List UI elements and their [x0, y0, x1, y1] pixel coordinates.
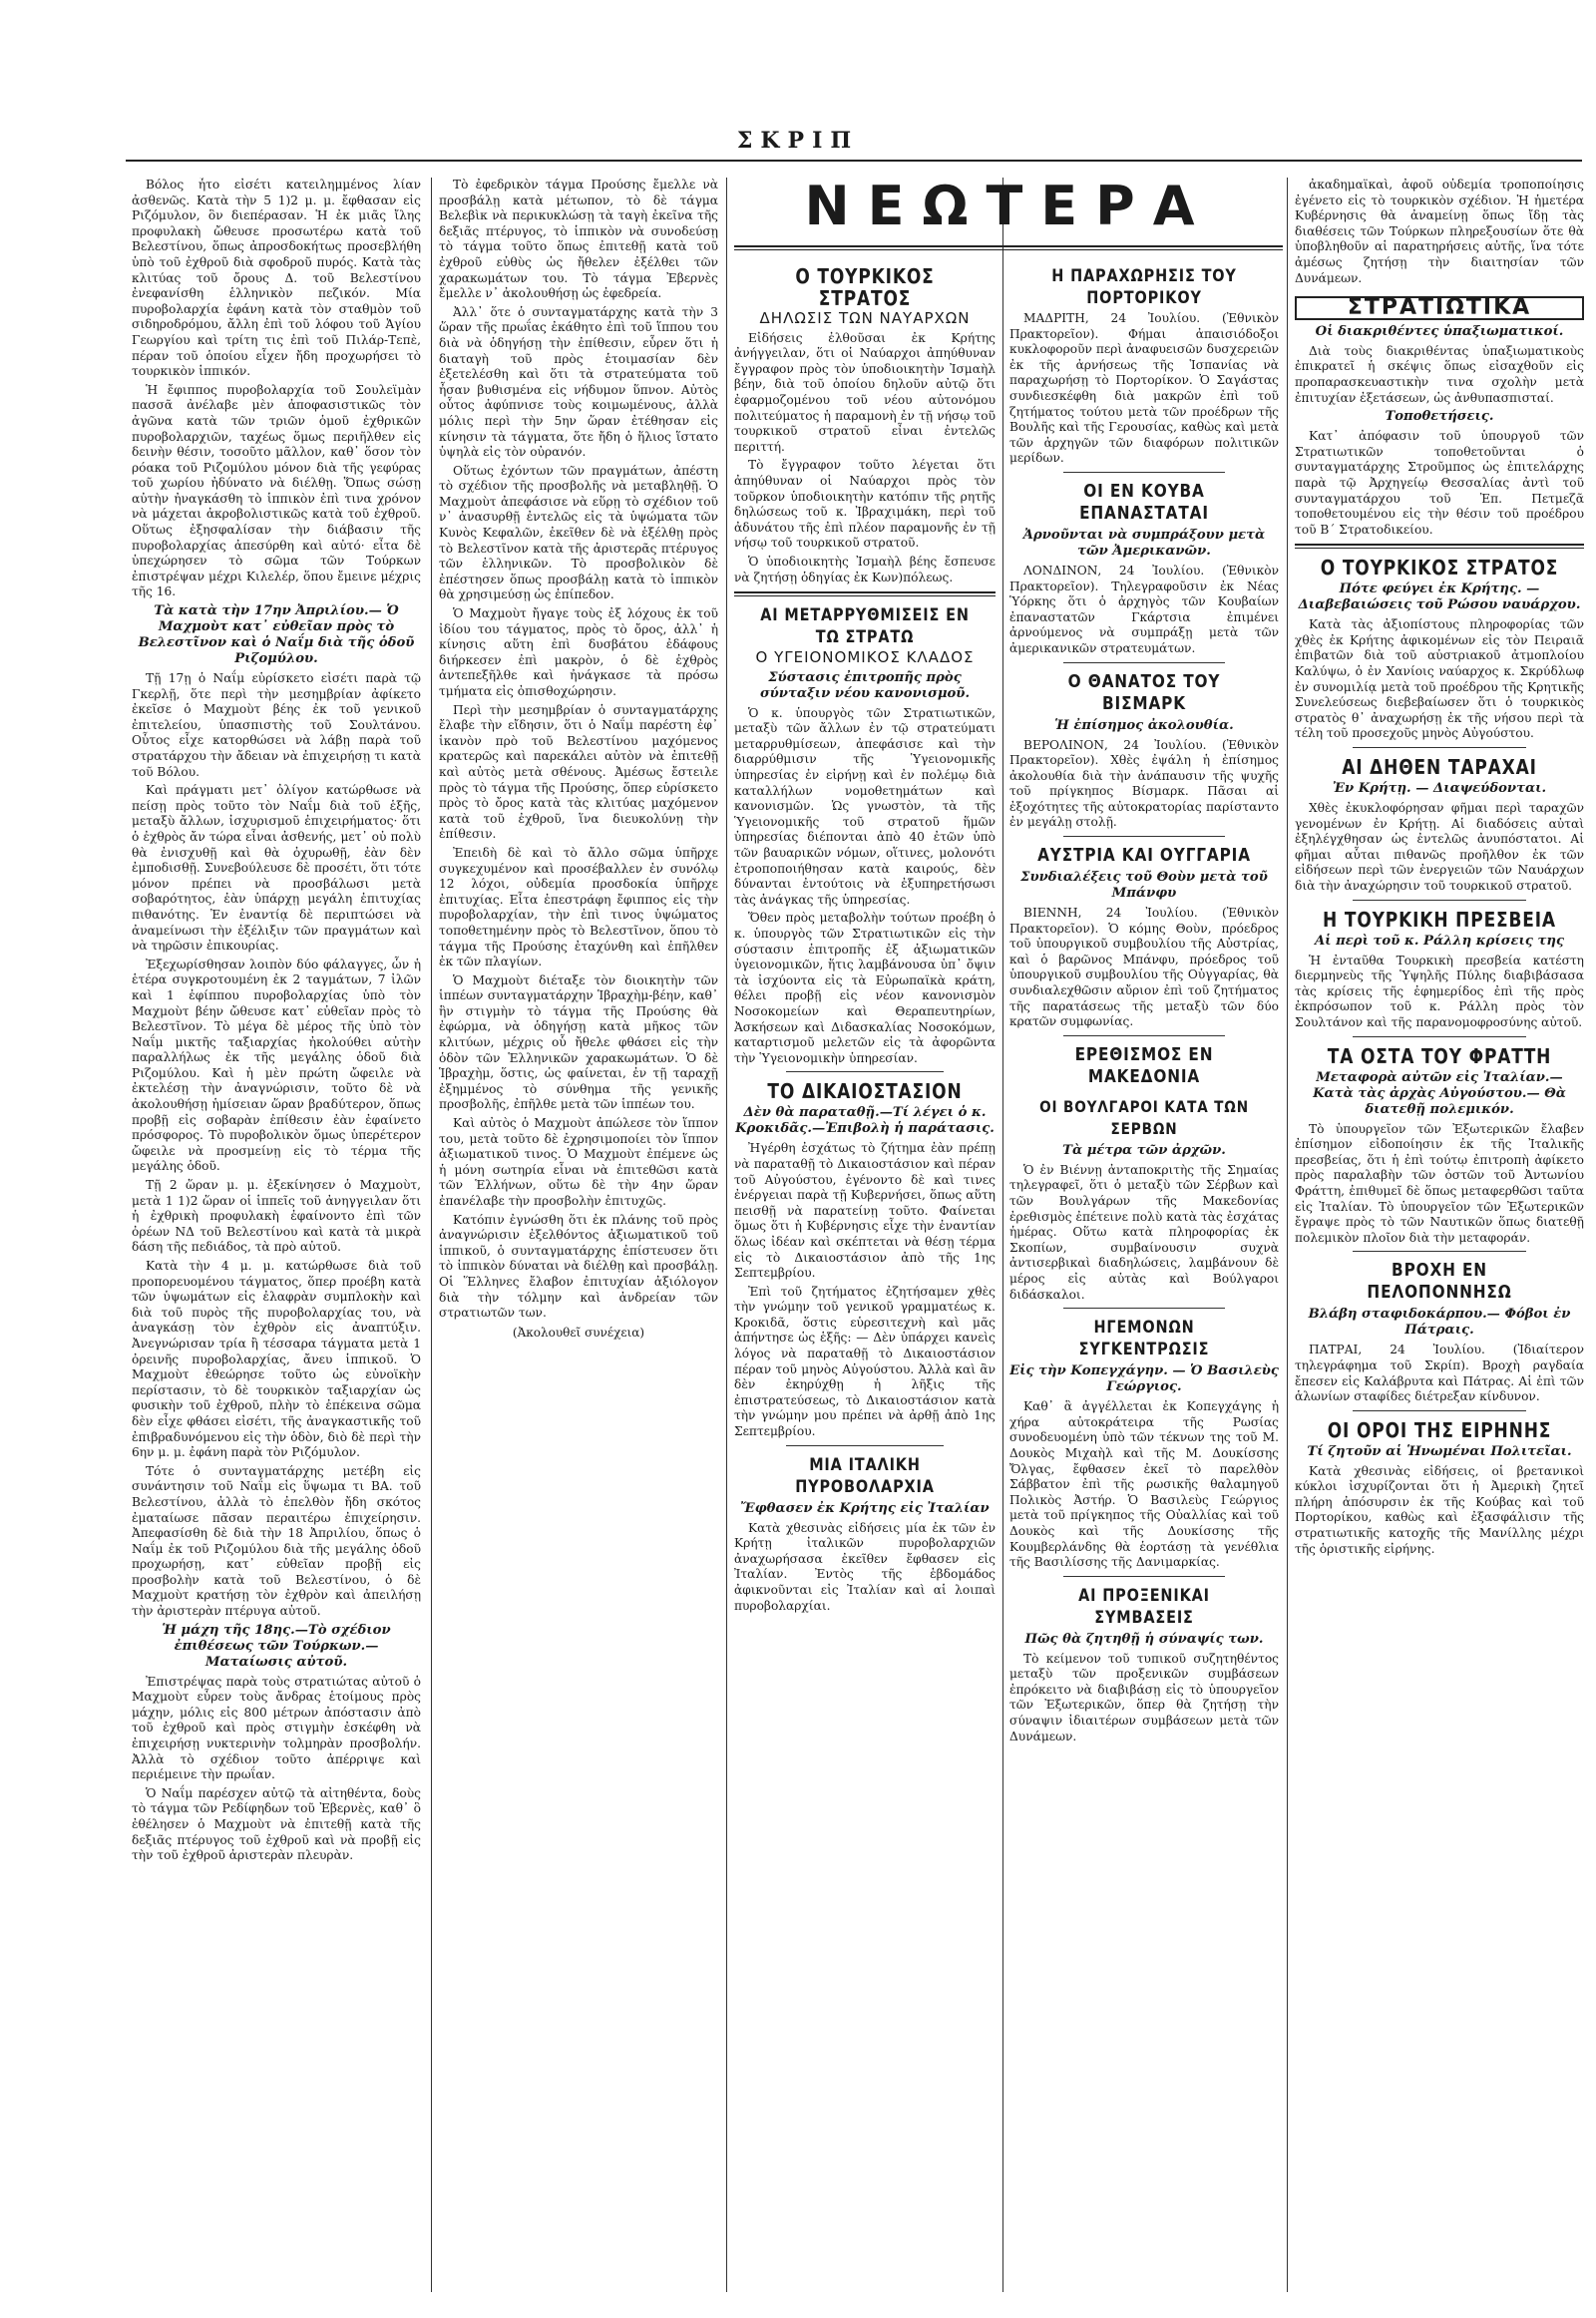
article-headline: ΜΙΑ ΙΤΑΛΙΚΗ ΠΥΡΟΒΟΛΑΡΧΙΑ: [795, 1454, 935, 1497]
article-paragraph: Διὰ τοὺς διακριθέντας ὑπαξιωματικοὺς ἐπικρατεῖ ἡ σκέψις ὅπως εἰσαχθοῦν εἰς προπαρασκευαστικὴν τινα σχολὴν μετὰ ἐπιτυχίαν ἐξετάσεων, ὡς ἀνθυπασπισταί.: [1295, 343, 1584, 405]
divider: [734, 591, 996, 596]
article-deck: Ἡ ἐπίσημος ἀκολουθία.: [1054, 717, 1234, 733]
article-paragraph: Ὅθεν πρὸς μεταβολὴν τούτων προέβη ὁ κ. ὑπουργὸς τῶν Στρατιωτικῶν εἰς τὴν σύστασιν ἐπιτροπῆς ἐξ ἀξιωματικῶν ὑγειονομικῶν, ἥτις λαμβάνουσα ὑπ᾽ ὄψιν τὰ ἰσχύοντα εἰς τὰ Εὐρωπαϊκὰ κράτη, θέλει προβῇ εἰς νέον κανονισμὸν Νοσοκομείων καὶ Θεραπευτηρίων, Ἀσκήσεων καὶ Διδασκαλίας Νοσοκόμων, καταρτισμοῦ μελετῶν εἰς τὰ ἀφορῶντα τὴν Ὑγειονομικὴν ὑπηρεσίαν.: [734, 911, 996, 1065]
article-paragraph: Εἰδήσεις ἐλθοῦσαι ἐκ Κρήτης ἀνήγγειλαν, ὅτι οἱ Ναύαρχοι ἀπηύθυναν ἔγγραφον πρὸς τὸν ὑποδιοικητὴν Ἰσμαὴλ βέην, διὰ τοῦ ὁποίου δηλοῦν αὐτῷ ὅτι ἐφαρμοζομένου τοῦ νέου αὐτονόμου πολιτεύματος ἡ παραμονὴ ἐν τῇ νήσῳ τοῦ τουρκικοῦ στρατοῦ εἶναι ἐντελῶς περιττή.: [734, 330, 996, 454]
article-paragraph: ΜΑΔΡΙΤΗ, 24 Ἰουλίου. (Ἐθνικὸν Πρακτορεῖον). Φήμαι ἀπαισιόδοξοι κυκλοφοροῦν περὶ ἀναφυεισῶν δυσχερειῶν ἐκ τῆς ἀρνήσεως τῆς Ἱσπανίας νὰ παραχωρήσῃ τὸ Πορτορίκον. Ὁ Σαγάστας συνδιεσκέφθη διὰ μακρῶν ἐπὶ τοῦ ζητήματος τούτου μετὰ τῶν προέδρων τῆς Βουλῆς καὶ τῆς Γερουσίας, καθὼς καὶ μετὰ τῶν ἀρχηγῶν τῶν διαφόρων πολιτικῶν μερίδων.: [1009, 311, 1279, 466]
article-deck: Ἔφθασεν ἐκ Κρήτης εἰς Ἰταλίαν: [740, 1500, 990, 1516]
article-headline: ΟΙ ΟΡΟΙ ΤΗΣ ΕΙΡΗΝΗΣ: [1327, 1417, 1552, 1442]
article-paragraph: Καὶ πράγματι μετ᾽ ὀλίγον κατώρθωσε νὰ πείσῃ πρὸς τοῦτο τὸν Ναΐμ διὰ τοῦ ἑξῆς, μεταξὺ ἄλλων, ἰσχυρισμοῦ ἐπιχειρήματος· ὅτι ὁ ἐχθρὸς ἄν τώρα εἶναι ἀσθενής, μετ᾽ οὐ πολὺ θὰ ἐνισχυθῇ καὶ θὰ ὀχυρωθῇ, ἐὰν δὲν ἐμποδισθῇ. Συνεβούλευσε δὲ προσέτι, ὅτι τότε μόνον πρέπει νὰ προσβάλωσι μετὰ σοβαρότητος, ἐὰν ὑπάρχῃ μεγάλη ἐπιτυχίας πιθανότης. Ἐν ἐναντίᾳ δὲ περιπτώσει νὰ ἀναμείνωσι τὴν ἐξέλιξιν τῶν πραγμάτων καὶ νὰ τηρῶσιν ἐπικουρίας.: [132, 783, 421, 954]
section-subheading: Τὰ κατὰ τὴν 17ην Ἀπριλίου.— Ὁ Μαχμοὺτ κατ᾽ εὐθεῖαν πρὸς τὸ Βελεστῖνον καὶ ὁ Ναΐμ διὰ τῆς ὁδοῦ Ριζομύλου.: [138, 603, 415, 667]
article-headline: Ο ΤΟΥΡΚΙΚΟΣ ΣΤΡΑΤΟΣ: [795, 264, 935, 310]
article-paragraph: Κατ᾽ ἀπόφασιν τοῦ ὑπουργοῦ τῶν Στρατιωτικῶν τοποθετοῦνται ὁ συνταγματάρχης Στροῦμπος ὡς ἐπιτελάρχης παρὰ τῷ Ἀρχηγείῳ Θεσσαλίας ἀντὶ τοῦ συνταγματάρχου τοῦ Ἐπ. Πετμεζᾶ τοποθετουμένου εἰς τὴν θέσιν τοῦ προέδρου τοῦ Β΄ Στρατοδικείου.: [1295, 429, 1584, 537]
article-deck: Πῶς θὰ ζητηθῇ ἡ σύναψίς των.: [1024, 1631, 1264, 1647]
article-paragraph: Καθ᾽ ἃ ἀγγέλλεται ἐκ Κοπεγχάγης ἡ χήρα αὐτοκράτειρα τῆς Ρωσίας συνοδευομένη ὑπὸ τῶν τέκνων της τοῦ Μ. Δουκὸς Μιχαὴλ καὶ τῆς Μ. Δουκίσσης Ὄλγας, ἔφθασεν ἐκεῖ τὸ παρελθὸν Σάββατον ἐπὶ τῆς ρωσικῆς θαλαμηγοῦ Πολικὸς Ἀστήρ. Ὁ Βασιλεὺς Γεώργιος μετὰ τοῦ πρίγκηπος τῆς Οὐαλλίας καὶ τοῦ Δουκὸς καὶ τῆς Δουκίσσης τῆς Κουμβερλάνδης θὰ ἑορτάσῃ τὰ γενέθλια τῆς Βασιλίσσης τῆς Δανιμαρκίας.: [1009, 1399, 1279, 1570]
article-deck: Βλάβη σταφιδοκάρπου.— Φόβοι ἐν Πάτραις.: [1308, 1307, 1571, 1339]
article-deck: Τοποθετήσεις.: [1385, 409, 1494, 425]
divider: [1353, 747, 1526, 748]
masthead-rule: [126, 160, 1582, 162]
article-deck: Ἐν Κρήτῃ. — Διαψεύδονται.: [1332, 781, 1547, 797]
article-headline: ΑΥΣΤΡΙΑ ΚΑΙ ΟΥΓΓΑΡΙΑ: [1037, 845, 1251, 867]
article-deck: Αἱ περὶ τοῦ κ. Ράλλη κρίσεις της: [1314, 933, 1565, 949]
divider: [1353, 1036, 1526, 1037]
article-paragraph: Περὶ τὴν μεσημβρίαν ὁ συνταγματάρχης ἔλαβε τὴν εἴδησιν, ὅτι ὁ Ναΐμ παρέστη ἐφ᾽ ἱκανὸν πρὸ τοῦ Βελεστίνου μαχόμενος κρατερῶς καὶ παρεκάλει αὐτὸν νὰ ἐπιτεθῇ καὶ αὐτὸς μετὰ σθένους. Ἀμέσως ἔστειλε πρὸς τὸ τάγμα τῆς Προύσης, ὅπερ εὑρίσκετο πρὸς τὸ ὄρος κατὰ τὰς κλιτύας μαχόμενον κατὰ τοῦ ἐχθροῦ, ἵνα διευκολύνῃ τὴν ἐπίθεσιν.: [439, 702, 718, 842]
article-paragraph: Ἀλλ᾽ ὅτε ὁ συνταγματάρχης κατὰ τὴν 3 ὥραν τῆς πρωΐας ἐκάθητο ἐπὶ τοῦ ἵππου του διὰ νὰ ὁδηγήσῃ τὴν ἐπίθεσιν, εὗρεν ὅτι ἡ διαταγὴ τοῦ πρὸς ἑτοιμασίαν δὲν ἐξετελέσθη καὶ ὅτι τὰ στρατεύματα τοῦ ἦσαν βυθισμένα εἰς νήδυμον ὕπνον. Αὐτὸς οὗτος ἀφύπνισε τοὺς κοιμωμένους, ἀλλὰ μόλις περὶ τὴν 5ην ὥραν ἐτέθησαν εἰς κίνησιν τὰ τάγματα, ὅτε ἤδη ὁ ἥλιος ἵστατο ὑψηλὰ εἰς τὸν οὐρανόν.: [439, 304, 718, 460]
article-paragraph: Ἐξεχωρίσθησαν λοιπὸν δύο φάλαγγες, ὧν ἡ ἑτέρα συγκροτουμένη ἐκ 2 ταγμάτων, 7 ἰλῶν καὶ 1 ἐφίππου πυροβολαρχίας ὑπὸ τὸν Μαχμοὺτ βέην ὤθευσε κατ᾽ εὐθεῖαν πρὸς τὸ Βελεστῖνον. Τὸ μέγα δὲ μέρος τῆς ὑπὸ τὸν Ναΐμ μικτῆς ταξιαρχίας ἠκολούθει αὐτὴν παραλλήλως ἐκ τῆς μεγάλης ὁδοῦ διὰ Ριζομύλου. Καὶ ἡ μὲν πρώτη ὤφειλε νὰ ἐκτελέσῃ τὴν ἀναγνώρισιν, τοῦτο δὲ νὰ ἀκολουθήσῃ ἡμίσειαν ὥραν βραδύτερον, ὅπως προβῇ εἰς σοβαρὰν ἐπίθεσιν ἐὰν ἐφαίνετο πρόσφορος. Τὸ πυροβολικὸν ὅμως ὑπερέτερον ὤφειλε νὰ προσμείνῃ εἰς τὸ τέρμα τῆς μεγάλης ὁδοῦ.: [132, 957, 421, 1174]
divider: [786, 1445, 943, 1446]
column-divider: [726, 178, 727, 2292]
article-deck: Μεταφορὰ αὐτῶν εἰς Ἰταλίαν.— Κατὰ τὰς ἀρχὰς Αὐγούστου.— Θὰ διατεθῇ πολεμικόν.: [1313, 1069, 1566, 1117]
article-deck: Σύστασις ἐπιτροπῆς πρὸς σύνταξιν νέου κανονισμοῦ.: [759, 669, 971, 701]
article-subheadline: ΔΗΛΩΣΙΣ ΤΩΝ ΝΑΥΑΡΧΩΝ: [759, 309, 971, 327]
column-4: [1009, 257, 1279, 2282]
article-paragraph: Τῇ 2 ὥραν μ. μ. ἐξεκίνησεν ὁ Μαχμοὺτ, μετὰ 1 1)2 ὥραν οἱ ἱππεῖς τοῦ ἀνηγγειλαν ὅτι ἡ ἐχθρικὴ προφυλακὴ ἐφαίνοντο ἐπὶ τῶν ὀρέων ΝΔ τοῦ Βελεστίνου καὶ κατὰ τὰ μικρὰ δάση τῆς πεδιάδος, τὰ πρὸ αὐτοῦ.: [132, 1178, 421, 1255]
article-paragraph: ΒΕΡΟΛΙΝΟΝ, 24 Ἰουλίου. (Ἐθνικὸν Πρακτορεῖον). Χθὲς ἐψάλη ἡ ἐπίσημος ἀκολουθία διὰ τὴν ἀνάπαυσιν τῆς ψυχῆς τοῦ πρίγκηπος Βίσμαρκ. Πᾶσαι αἱ ἐξοχότητες τῆς αὐτοκρατορίας παρίσταντο ἐν μεγάλῃ στολῇ.: [1009, 737, 1279, 830]
article-headline: ΑΙ ΠΡΟΞΕΝΙΚΑΙ ΣΥΜΒΑΣΕΙΣ: [1078, 1585, 1210, 1628]
article-paragraph: Κατὰ τὴν 4 μ. μ. κατώρθωσε διὰ τοῦ προπορευομένου τάγματος, ὅπερ προέβη κατὰ τῶν ὑψωμάτων εἰς ἐλαφρὰν συμπλοκὴν καὶ διὰ τοῦ πυρὸς τῆς πυροβολαρχίας του, νὰ ἀναγκάσῃ τὸν ἐχθρὸν εἰς ἀναπτύξιν. Ἀνεγνώρισαν τρία ἢ τέσσαρα τάγματα μετὰ 1 ὀρεινῆς πυροβολαρχίας, ἄνευ ἱππικοῦ. Ὁ Μαχμοὺτ ἐθεώρησε τοῦτο ὡς εὐνοϊκὴν περίστασιν, τὸ δὲ τουρκικὸν ταξιαρχίαν ὡς φυσικὴν τοῦ ἐχθροῦ, πλὴν τὸ ἐπέκεινα σῶμα δὲν εἶχε φθάσει εἰσέτι, τῆς ἀναγκαστικῆς τοῦ ἐπιβραδυνόμενου εἰς τὴν ὁδὸν, διὸ δὲ περὶ τὴν 6ην μ. μ. ἐφάνη παρὰ τὸν Ριζόμυλον.: [132, 1259, 421, 1460]
divider: [1353, 1410, 1526, 1411]
section-title: ΝΕΩΤΕΡΑ: [804, 175, 1213, 237]
masthead-title: ΣΚΡΙΠ: [736, 128, 860, 154]
continuation-note: (Ἀκολουθεῖ συνέχεια): [512, 1325, 645, 1340]
article-paragraph: Οὕτως ἐχόντων τῶν πραγμάτων, ἀπέστη τὸ σχέδιον τῆς προσβολῆς νὰ μεταβληθῇ. Ὁ Μαχμοὺτ ἀπεφάσισε νὰ εὕρῃ τὸ σχέδιον τοῦ ν᾽ ἀνασυρθῇ ἐντελῶς εἰς τὰ ὑψώματα τῶν Κυνὸς Κεφαλῶν, ἐκεῖθεν δὲ νὰ ἐξέλθῃ πρὸς τὸ Βελεστῖνον κατὰ τῆς ἀριστερᾶς πτέρυγος τῶν ἑλληνικῶν. Τὸ προσβολικὸν δὲ ἐπέστησεν ὅπως προσβάλῃ κατὰ τὸ ἱππικὸν θὰ χρησιμεύσῃ ὡς ἐπίπεδον.: [439, 463, 718, 602]
article-paragraph: Χθὲς ἐκυκλοφόρησαν φῆμαι περὶ ταραχῶν γενομένων ἐν Κρήτῃ. Αἱ διαδόσεις αὐταὶ ἐξηλέγχθησαν ὡς ἐντελῶς ἀνυπόστατοι. Αἱ φῆμαι αὗται πιθανῶς προῆλθον ἐκ τῶν εἰδήσεων περὶ τῶν ἐνεργειῶν τῶν Ναυάρχων διὰ τὴν ἀναχώρησιν τοῦ τουρκικοῦ στρατοῦ.: [1295, 801, 1584, 893]
divider: [1063, 1308, 1225, 1309]
column-3: [734, 257, 996, 2282]
article-headline: Η ΠΑΡΑΧΩΡΗΣΙΣ ΤΟΥ ΠΟΡΤΟΡΙΚΟΥ: [1051, 266, 1237, 308]
article-paragraph: Τότε ὁ συνταγματάρχης μετέβη εἰς συνάντησιν τοῦ Ναΐμ εἰς ὕψωμα τι ΒΑ. τοῦ Βελεστίνου, ἀλλὰ τὸ ἐπελθὸν ἤδη σκότος ἐματαίωσε πᾶσαν περαιτέρω ἐπιχείρησιν. Ἀπεφασίσθη δὲ διὰ τὴν 18 Ἀπριλίου, ὅπως ὁ Ναΐμ ἐκ τοῦ Ριζομύλου διὰ τῆς μεγάλης ὁδοῦ προχωρήσῃ, κατ᾽ εὐθεῖαν προβῇ εἰς προσβολὴν κατὰ τοῦ Βελεστίνου, ὁ δὲ Μαχμοὺτ κρατήσῃ τὸν ἐχθρὸν καὶ ἀπειλήσῃ τὴν ἀριστερὰν πτέρυγα αὐτοῦ.: [132, 1463, 421, 1619]
article-paragraph: Τὸ ὑπουργεῖον τῶν Ἐξωτερικῶν ἔλαβεν ἐπίσημον εἰδοποίησιν ἐκ τῆς Ἰταλικῆς πρεσβείας, ὅτι ἡ ἐπὶ τούτῳ ἐπιτροπὴ ἀφίκετο πρὸς παραλαβὴν τῶν ὀστῶν τοῦ Ἀντωνίου Φράττη, ἐπιθυμεῖ δὲ ὅπως μεταφερθῶσι ταῦτα εἰς Ἰταλίαν. Τὸ ὑπουργεῖον τῶν Ἐξωτερικῶν ἔγραψε πρὸς τὸ τῶν Ναυτικῶν ὅπως διατεθῇ πολεμικὸν πλοῖον διὰ τὴν μεταφοράν.: [1295, 1121, 1584, 1245]
article-paragraph: ἀκαδημαϊκαὶ, ἀφοῦ οὐδεμία τροποποίησις ἐγένετο εἰς τὸ τουρκικὸν σχέδιον. Ἡ ἡμετέρα Κυβέρνησις θὰ ἀναμείνῃ ὅπως ἴδῃ τὰς διαθέσεις τῶν Τούρκων πληρεξουσίων ὅτε θὰ ὑποβληθοῦν αἱ παρατηρήσεις αὐτῆς, ἵνα τότε ἀμέσως ζητήσῃ τὴν διαιτησίαν τῶν Δυνάμεων.: [1295, 178, 1584, 285]
article-headline: ΕΡΕΘΙΣΜΟΣ ΕΝ ΜΑΚΕΔΟΝΙΑ: [1074, 1043, 1214, 1087]
article-paragraph: Τὸ ἐφεδρικὸν τάγμα Προύσης ἔμελλε νὰ προσβάλῃ κατὰ μέτωπον, τὸ δὲ τάγμα Βελεβὶκ νὰ περικυκλώσῃ τὰ ταγὴ ἐκεῖνα τῆς δεξιᾶς πτέρυγος, τὸ ἱππικὸν νὰ συνοδεύσῃ τὸ τάγμα τοῦτο ὅπως ἐπιτεθῇ κατὰ τοῦ ἐχθροῦ εὐθὺς ὡς ἤθελεν ἐξέλθει τῶν χαρακωμάτων του. Τὸ τάγμα Ἐβερνὲς ἔμελλε ν᾽ ἀκολουθήσῃ ὡς ἐφεδρεία.: [439, 178, 718, 301]
article-deck: Συνδιαλέξεις τοῦ Θοὺν μετὰ τοῦ Μπάνφυ: [1020, 870, 1268, 902]
article-paragraph: Ἐπιστρέψας παρὰ τοὺς στρατιώτας αὐτοῦ ὁ Μαχμοὺτ εὗρεν τοὺς ἄνδρας ἑτοίμους πρὸς μάχην, μόλις εἰς 800 μέτρων ἀπόστασιν ἀπὸ τοῦ ἐχθροῦ καὶ πρὸς στιγμὴν ἐσκέφθη νὰ ἐπιχειρήσῃ νυκτερινὴν τολμηρὰν προσβολήν. Ἀλλὰ τὸ σχέδιον τοῦτο ἀπέρριψε καὶ περιέμεινε τὴν πρωΐαν.: [132, 1674, 421, 1782]
article-paragraph: Καὶ αὐτὸς ὁ Μαχμοὺτ ἀπώλεσε τὸν ἵππον του, μετὰ τοῦτο δὲ ἐχρησιμοποίει τὸν ἵππον ἀξιωματικοῦ τινος. Ὁ Μαχμοὺτ ἐπέμενε ὡς ἡ μόνη σωτηρία εἶναι νὰ ἐπιτεθῶσι κατὰ τῶν Ἑλλήνων, οὕτω δὲ τὴν 4ην ὥραν ἐπανέλαβε τὴν προσβολὴν ἐπιτυχῶς.: [439, 1116, 718, 1208]
article-deck: Δὲν θὰ παραταθῇ.—Τί λέγει ὁ κ. Κροκιδᾶς.—Ἐπιβολὴ ἡ παράτασις.: [735, 1105, 995, 1137]
article-deck: Οἱ διακριθέντες ὑπαξιωματικοί.: [1315, 323, 1564, 339]
divider: [1353, 1251, 1526, 1252]
article-paragraph: Κατόπιν ἐγνώσθη ὅτι ἐκ πλάνης τοῦ πρὸς ἀναγνώρισιν ἐξελθόντος ἀξιωματικοῦ τοῦ ἱππικοῦ, ὁ συνταγματάρχης ἐπίστευσεν ὅτι τὸ ἱππικὸν δύναται νὰ διέλθῃ καὶ προσβάλῃ. Οἱ Ἕλληνες ἔλαβον ἐπιτυχίαν ἀξιόλογον διὰ τὴν τόλμην καὶ ἀνδρείαν τῶν στρατιωτῶν των.: [439, 1212, 718, 1321]
divider: [1295, 544, 1584, 549]
article-paragraph: ΛΟΝΔΙΝΟΝ, 24 Ἰουλίου. (Ἐθνικὸν Πρακτορεῖον). Τηλεγραφοῦσιν ἐκ Νέας Ὑόρκης ὅτι ὁ ἀρχηγὸς τῶν Κουβαίων ἐπαναστατῶν Γκάρτσια ἐπιμένει ἀρνούμενος νὰ συμπράξῃ μετὰ τῶν ἀμερικανικῶν στρατευμάτων.: [1009, 563, 1279, 655]
divider: [1353, 900, 1526, 901]
article-paragraph: Ἡ ἐνταῦθα Τουρκικὴ πρεσβεία κατέστη διερμηνεὺς τῆς Ὑψηλῆς Πύλης διαβιβάσασα τὰς κρίσεις τῆς ἐφημερίδος ἐπὶ τῆς πρὸς ἐκπρόσωπον τοῦ κ. Ράλλη πρὸς τὸν Σουλτάνον καὶ τῆς παρανομοφροσύνης αὐτοῦ.: [1295, 953, 1584, 1029]
article-paragraph: Κατὰ τὰς ἀξιοπίστους πληροφορίας τῶν χθὲς ἐκ Κρήτης ἀφικομένων εἰς τὸν Πειραιᾶ ἐπιβατῶν διὰ τοῦ αὐστριακοῦ ἀτμοπλοίου Καλύψω, ὁ ἐν Χανίοις ναύαρχος κ. Σκρύδλωφ ἐν συνομιλίᾳ μετὰ τοῦ προέδρου τῆς Κρητικῆς Συνελεύσεως διεβεβαίωσεν ὅτι ὁ τουρκικὸς στρατὸς θ᾽ ἀναχωρήσῃ ἐκ τῆς νήσου περὶ τὰ τέλη τοῦ προσεχοῦς μηνὸς Αὐγούστου.: [1295, 617, 1584, 741]
article-paragraph: ΠΑΤΡΑΙ, 24 Ἰουλίου. (Ἰδιαίτερον τηλεγράφημα τοῦ Σκρίπ). Βροχὴ ραγδαία ἔπεσεν εἰς Καλάβρυτα καὶ Πάτρας. Αἱ ἐπὶ τῶν ἁλωνίων σταφίδες διέτρεξαν κίνδυνον.: [1295, 1343, 1584, 1404]
article-paragraph: Κατὰ χθεσινὰς εἰδήσεις μία ἐκ τῶν ἐν Κρήτῃ ἰταλικῶν πυροβολαρχιῶν ἀναχωρήσασα ἐκεῖθεν ἔφθασεν εἰς Ἰταλίαν. Ἐντὸς τῆς ἑβδομάδος ἀφικνοῦνται εἰς Ἰταλίαν καὶ αἱ λοιπαὶ πυροβολαρχίαι.: [734, 1520, 996, 1613]
article-paragraph: Ἐπὶ τοῦ ζητήματος ἐζητήσαμεν χθὲς τὴν γνώμην τοῦ γενικοῦ γραμματέως κ. Κροκιδᾶ, ὅστις εὑρεσιτεχνὴ καὶ μᾶς ἀπήντησε ὡς ἑξῆς: — Δὲν ὑπάρχει κανεὶς λόγος νὰ παραταθῇ τὸ Δικαιοστάσιον πέραν τοῦ μηνὸς Αὐγούστου. Ἀλλὰ καὶ ἂν δὲν ἐκηρύχθῃ ἡ λῆξις τῆς ἐπιστρατεύσεως, τὸ Δικαιοστάσιον κατὰ τὴν γνώμην μου πρέπει νὰ ἀρθῇ ἀπὸ 1ης Σεπτεμβρίου.: [734, 1284, 996, 1439]
column-2: [439, 178, 718, 2282]
article-paragraph: Ὁ ἐν Βιέννῃ ἀνταποκριτὴς τῆς Σημαίας τηλεγραφεῖ, ὅτι ὁ μεταξὺ τῶν Σέρβων καὶ τῶν Βουλγάρων τῆς Μακεδονίας ἐρεθισμὸς ἐπέτεινε πολὺ κατὰ τὰς ἐσχάτας ἡμέρας. Οὕτω κατὰ πληροφορίας ἐκ Σκοπίων, συμβαίνουσιν συχνὰ ἀντισερβικαὶ διαδηλώσεις, λαμβάνουν δὲ μέρος εἰς αὐτὰς καὶ Βούλγαροι διδάσκαλοι.: [1009, 1162, 1279, 1302]
article-deck: Τὰ μέτρα τῶν ἀρχῶν.: [1062, 1142, 1226, 1158]
article-paragraph: Τὸ κείμενον τοῦ τυπικοῦ συζητηθέντος μεταξὺ τῶν προξενικῶν συμβάσεων ἐπρόκειτο νὰ διαβιβάσῃ εἰς τὸ ὑπουργεῖον τῶν Ἐξωτερικῶν, ὅπερ θὰ ζητήσῃ τὴν σύναψιν ἰδιαιτέρων συμβάσεων μετὰ τῶν Δυνάμεων.: [1009, 1651, 1279, 1743]
article-paragraph: Ὁ ὑποδιοικητὴς Ἰσμαὴλ βέης ἔσπευσε νὰ ζητήσῃ ὁδηγίας ἐκ Κων)πόλεως.: [734, 554, 996, 584]
article-subheadline: Ο ΥΓΕΙΟΝΟΜΙΚΟΣ ΚΛΑΔΟΣ: [755, 648, 975, 667]
divider: [786, 1071, 943, 1072]
divider: [1063, 472, 1225, 473]
article-paragraph: Ὁ κ. ὑπουργὸς τῶν Στρατιωτικῶν, μεταξὺ τῶν ἄλλων ἐν τῷ στρατεύματι μεταρρυθμίσεων, ἀπεφάσισε καὶ τὴν διαρρύθμισιν τῆς Ὑγειονομικῆς ὑπηρεσίας ἐν εἰρήνῃ καὶ ἐν πολέμῳ διὰ καταλλήλων νομοθετημάτων καὶ κανονισμῶν. Ὡς γνωστὸν, τὰ τῆς Ὑγειονομικῆς τοῦ στρατοῦ ἥμῶν ὑπηρεσίας διέπονται ἀπὸ 40 ἐτῶν ὑπὸ τῶν βαυαρικῶν νόμων, οἵτινες, μολονότι ἐτροποποιήθησαν κατὰ καιρούς, δὲν δύνανται ἐντούτοις νὰ ἐξυπηρετήσωσι τὰς ἀνάγκας τῆς ὑπηρεσίας.: [734, 705, 996, 907]
section-headline: ΣΤΡΑΤΙΩΤΙΚΑ: [1295, 296, 1584, 320]
article-paragraph: Ὁ Μαχμοὺτ ἤγαγε τοὺς ἐξ λόχους ἐκ τοῦ ἰδίου του τάγματος, πρὸς τὸ ὄρος, ἀλλ᾽ ἡ κίνησις αὕτη ἐπὶ δυσβάτου ἐδάφους διήρκεσεν ἐπὶ μακρὸν, ὁ δὲ ἐχθρὸς ἀντεπεξῆλθε καὶ ἠνάγκασε τὰ πρόσω τμήματα εἰς ὀπισθοχώρησιν.: [439, 606, 718, 698]
section-subheading: Ἡ μάχη τῆς 18ης.—Τὸ σχέδιον ἐπιθέσεως τῶν Τούρκων.— Ματαίωσις αὐτοῦ.: [162, 1622, 391, 1670]
column-5: [1295, 178, 1584, 2282]
article-headline: ΤΟ ΔΙΚΑΙΟΣΤΑΣΙΟΝ: [767, 1079, 963, 1104]
banner-rule: [734, 245, 1283, 250]
article-paragraph: Ἠγέρθη ἐσχάτως τὸ ζήτημα ἐὰν πρέπῃ νὰ παραταθῇ τὸ Δικαιοστάσιον καὶ πέραν τοῦ Αὐγούστου, ἐγένοντο δὲ καὶ τινες ἐνέργειαι παρὰ τῇ Κυβερνήσει, ὅπως αὕτη πεισθῇ νὰ παρατείνῃ τοῦτο. Φαίνεται ὅμως ὅτι ἡ Κυβέρνησις εἶχε τὴν ἐναντίαν ὅλως ἰδέαν καὶ σκέπτεται νὰ θέσῃ τέρμα εἰς τὸ Δικαιοστάσιον ἀπὸ τῆς 1ης Σεπτεμβρίου.: [734, 1141, 996, 1281]
article-headline: ΑΙ ΜΕΤΑΡΡΥΘΜΙΣΕΙΣ ΕΝ ΤΩ ΣΤΡΑΤΩ: [760, 605, 970, 648]
column-divider: [431, 178, 432, 2292]
article-paragraph: Βόλος ἦτο εἰσέτι κατειλημμένος λίαν ἀσθενῶς. Κατὰ τὴν 5 1)2 μ. μ. ἔφθασαν εἰς Ριζόμυλον, ὃν διεπέρασαν. Ἡ ἐκ μιᾶς ἴλης προφυλακὴ ὤθευσε προσωτέρω κατὰ τοῦ Βελεστίνου, ὅπως ἀπροσδοκήτως προσεβλήθη ὑπὸ τοῦ ἐχθροῦ διὰ σφοδροῦ πυρός. Κατὰ τὰς κλιτύας τοῦ ὄρους Δ. τοῦ Βελεστίνου ἐνεφανίσθη ἑλληνικὸν πεζικόν. Μία πυροβολαρχία ἐφάνη κατὰ τὸν σταθμὸν τοῦ σιδηροδρόμου, ἄλλη ἐπὶ τοῦ λόφου τοῦ Ἁγίου Γεωργίου καὶ τρίτη τις ἐπὶ τοῦ Πιλάρ-Τεπὲ, πέραν τοῦ ὁποίου εἶχεν ἤδη προχωρήσει τὸ τουρκικὸν ἱππικόν.: [132, 178, 421, 379]
divider: [1063, 1035, 1225, 1036]
article-headline: ΒΡΟΧΗ ΕΝ ΠΕΛΟΠΟΝΝΗΣΩ: [1367, 1260, 1512, 1304]
article-deck: Εἰς τὴν Κοπεγχάγην. — Ὁ Βασιλεὺς Γεώργιος.: [1009, 1363, 1279, 1395]
divider: [1063, 1576, 1225, 1577]
article-headline: Ο ΤΟΥΡΚΙΚΟΣ ΣΤΡΑΤΟΣ: [1320, 556, 1559, 580]
article-headline: Ο ΘΑΝΑΤΟΣ ΤΟΥ ΒΙΣΜΑΡΚ: [1067, 670, 1221, 714]
article-deck: Τί ζητοῦν αἱ Ἡνωμέναι Πολιτεῖαι.: [1307, 1443, 1572, 1459]
article-paragraph: Κατὰ χθεσινὰς εἰδήσεις, οἱ βρετανικοὶ κύκλοι ἰσχυρίζονται ὅτι ἡ Ἀμερικὴ ζητεῖ πλήρη ἀπόσυρσιν ἐκ τῆς Κούβας καὶ τοῦ Πορτορίκου, καθὼς καὶ ἐξασφάλισιν τῆς στρατιωτικῆς κατοχῆς τῆς Μανίλλης μέχρι τῆς ὁριστικῆς εἰρήνης.: [1295, 1463, 1584, 1556]
article-headline: ΑΙ ΔΗΘΕΝ ΤΑΡΑΧΑΙ: [1342, 755, 1537, 780]
article-deck: Ἀρνοῦνται νὰ συμπράξουν μετὰ τῶν Ἀμερικανῶν.: [1022, 527, 1266, 559]
divider: [1063, 836, 1225, 837]
article-paragraph: Ἐπειδὴ δὲ καὶ τὸ ἄλλο σῶμα ὑπῆρχε συγκεχυμένον καὶ προσέβαλλεν ἐν συνόλῳ 12 λόχοι, οὐδεμία προσδοκία ὑπῆρχε ἐπιτυχίας. Εἶτα ἐπεστράφη ἔφιππος εἰς τὴν πυροβολαρχίαν, τὴν ἐπὶ τινος ὑψώματος τοποθετημένην πρὸς τὸ Βελεστῖνον, ὅπου τὸ τάγμα τῆς Προύσης ἐταχύνθη καὶ ἐπῆλθεν ἐκ τῶν πλαγίων.: [439, 845, 718, 969]
article-headline: ΟΙ ΒΟΥΛΓΑΡΟΙ ΚΑΤΑ ΤΩΝ ΣΕΡΒΩΝ: [1039, 1096, 1249, 1138]
article-paragraph: Τὸ ἔγγραφον τοῦτο λέγεται ὅτι ἀπηύθυναν οἱ Ναύαρχοι πρὸς τὸν τοῦρκον ὑποδιοικητὴν κατόπιν τῆς ρητῆς δηλώσεως τοῦ κ. Ἰβραχιμάκη, περὶ τοῦ ἀδυνάτου τῆς ἐπὶ πλέον παραμονῆς ἐν τῇ νήσῳ τοῦ τουρκικοῦ στρατοῦ.: [734, 458, 996, 551]
article-paragraph: Τῇ 17ῃ ὁ Ναΐμ εὑρίσκετο εἰσέτι παρὰ τῷ Γκερλῇ, ὅτε περὶ τὴν μεσημβρίαν ἀφίκετο ἐκεῖσε ὁ Μαχμοὺτ βέης ἐκ τοῦ γενικοῦ ἐπιτελείου, ὑπασπιστὴς τοῦ Σουλτάνου. Οὗτος εἶχε κατορθώσει νὰ λάβῃ παρὰ τοῦ στρατάρχου τὴν ἄδειαν νὰ ἐπιχειρήσῃ τι κατὰ τοῦ Βόλου.: [132, 671, 421, 779]
article-headline: Η ΤΟΥΡΚΙΚΗ ΠΡΕΣΒΕΙΑ: [1323, 907, 1556, 932]
article-headline: ΤΑ ΟΣΤΑ ΤΟΥ ΦΡΑΤΤΗ: [1327, 1043, 1552, 1068]
article-headline: ΟΙ ΕΝ ΚΟΥΒΑ ΕΠΑΝΑΣΤΑΤΑΙ: [1079, 480, 1209, 524]
article-paragraph: Ὁ Ναΐμ παρέσχεν αὐτῷ τὰ αἰτηθέντα, δοὺς τὸ τάγμα τῶν Ρεδίφηδων τοῦ Ἐβερνὲς, καθ᾽ ὃ ἐθέλησεν ὁ Μαχμοὺτ νὰ ἐπιτεθῇ κατὰ τῆς δεξιᾶς πτέρυγος τοῦ ἐχθροῦ καὶ νὰ προβῇ εἰς τὴν τοῦ ἐχθροῦ ἀριστερὰν πλευρὰν.: [132, 1785, 421, 1863]
column-1: [132, 178, 421, 2282]
article-paragraph: Ἡ ἔφιππος πυροβολαρχία τοῦ Σουλεϊμὰν πασσᾶ ἀνέλαβε μὲν ἀποφασιστικῶς τὸν ἀγῶνα κατὰ τῶν τριῶν ὁμοῦ ἐχθρικῶν πυροβολαρχιῶν, ταχέως ὅμως περιῆλθεν εἰς δεινὴν θέσιν, τοσοῦτο μᾶλλον, καθ᾽ ὅσον τὸν ρόακα τοῦ Ριζομύλου μόνον διὰ τῆς γεφύρας τοῦ χωρίου ἠδύνατο νὰ διέλθῃ. Ὅπως σώσῃ αὐτὴν ἠναγκάσθη τὸ ἱππικὸν ἐπὶ τινα χρόνον νὰ μάχεται ἀκροβολιστικῶς κατὰ τοῦ ἐχθροῦ. Οὕτως ἐξησφαλίσαν τὴν διάβασιν τῆς πυροβολαρχίας ἀπεσύρθη καὶ αὐτό· εἶτα δὲ ὑπεχώρησεν τὸ σῶμα τῶν Τούρκων ἐπιστρέψαν μέχρι Κιλελέρ, ὅπου ἔμεινε μέχρις τῆς 16.: [132, 382, 421, 599]
article-paragraph: ΒΙΕΝΝΗ, 24 Ἰουλίου. (Ἐθνικὸν Πρακτορεῖον). Ὁ κόμης Θοὺν, πρόεδρος τοῦ ὑπουργικοῦ συμβουλίου τῆς Αὐστρίας, καὶ ὁ βαρῶνος Μπάνφυ, πρόεδρος τοῦ ὑπουργικοῦ συμβουλίου τῆς Οὐγγαρίας, θὰ συνδιαλεχθῶσιν αὔριον ἐπὶ τοῦ ζητήματος τῆς παρατάσεως τῆς μεταξὺ τῶν δύο κρατῶν συμφωνίας.: [1009, 906, 1279, 1029]
divider: [1063, 662, 1225, 663]
article-deck: Πότε φεύγει ἐκ Κρήτης. — Διαβεβαιώσεις τοῦ Ρώσου ναυάρχου.: [1298, 581, 1581, 613]
article-headline: ΗΓΕΜΟΝΩΝ ΣΥΓΚΕΝΤΡΩΣΙΣ: [1078, 1318, 1210, 1360]
neotera-banner: [734, 172, 1283, 256]
column-divider: [1287, 178, 1288, 2292]
article-paragraph: Ὁ Μαχμοὺτ διέταξε τὸν διοικητὴν τῶν ἱππέων συνταγματάρχην Ἱβραχὴμ-βέην, καθ᾽ ἣν στιγμὴν τὸ τάγμα τῆς Προύσης θὰ ἐφώρμα, νὰ ὁδηγήσῃ κατὰ μῆκος τῶν κλιτύων, μέχρις οὗ ἤθελε φθάσει εἰς τὴν ὁδὸν τῶν Ἑλληνικῶν χαρακωμάτων. Ὁ δὲ Ἱβραχὴμ, ὅστις, ὡς φαίνεται, ἐν τῇ ταραχῇ ἐξημμένος τὸ σύνθημα τῆς γενικῆς προσβολῆς, ἐπῆλθε μετὰ τῶν ἱππέων του.: [439, 972, 718, 1112]
column-divider: [1002, 178, 1003, 2292]
